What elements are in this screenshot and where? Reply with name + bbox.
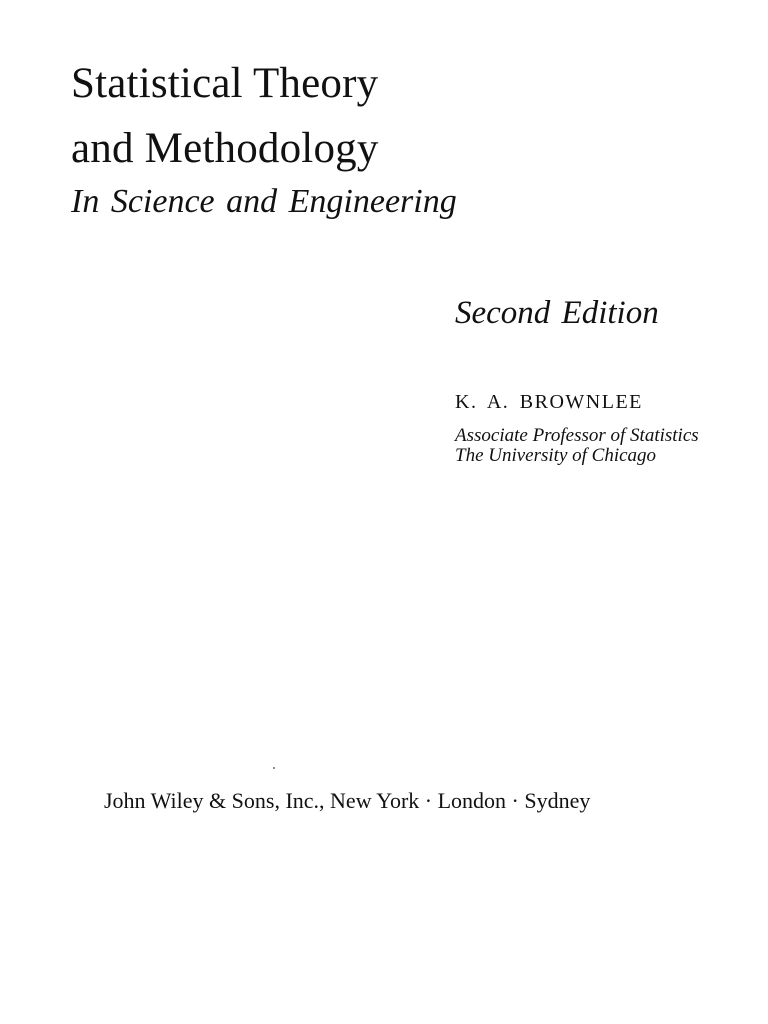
book-title-line-2: and Methodology — [71, 125, 379, 172]
author-affiliation-title: Associate Professor of Statistics — [455, 425, 699, 446]
book-title-line-1: Statistical Theory — [71, 60, 379, 107]
author-name: K. A. BROWNLEE — [455, 391, 643, 413]
edition-label: Second Edition — [455, 295, 659, 331]
book-subtitle: In Science and Engineering — [71, 183, 457, 220]
print-speck — [273, 767, 275, 769]
publisher-imprint: John Wiley & Sons, Inc., New York · London · Sydney — [104, 788, 591, 813]
author-affiliation-institution: The University of Chicago — [455, 445, 657, 466]
